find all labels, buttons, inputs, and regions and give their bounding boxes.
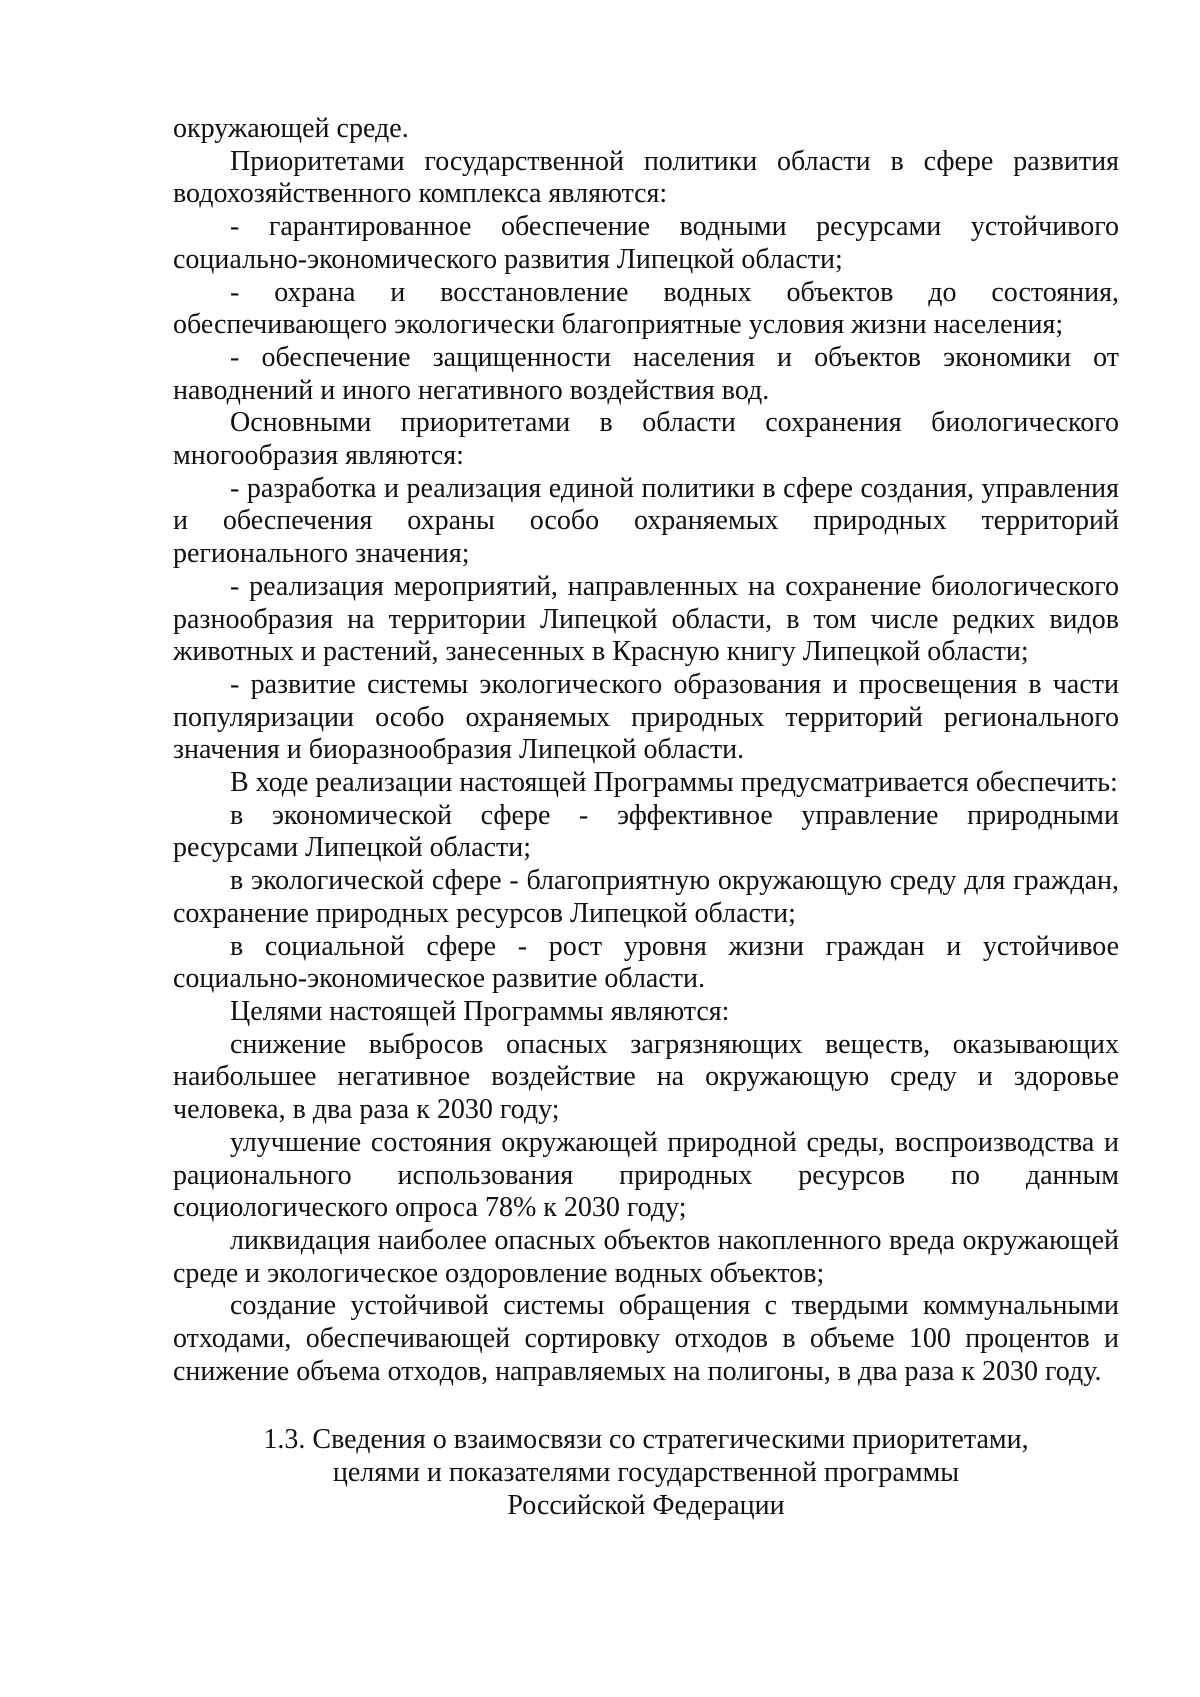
paragraph-water-priorities-intro: Приоритетами государственной политики области в сфере развития водохозяйственного комплекса являются:: [173, 145, 1119, 210]
list-item-flood-protection: - обеспечение защищенности населения и объектов экономики от наводнений и иного негативного воздействия вод.: [173, 341, 1119, 406]
section-heading: [173, 1423, 1119, 1522]
section-heading-line-2: целями и показателями государственной программы: [332, 1457, 960, 1488]
list-item-ecological-education: - развитие системы экологического образования и просвещения в части популяризации особо охраняемых природных территорий регионального значения и биоразнообразия Липецкой области.: [173, 668, 1119, 766]
document-body: [173, 113, 1119, 1388]
paragraph-program-provisions-intro: В ходе реализации настоящей Программы предусматривается обеспечить:: [230, 767, 1118, 799]
goal-waste-management-system: создание устойчивой системы обращения с твердыми коммунальными отходами, обеспечивающей сортировку отходов в объеме 100 процентов и снижение объема отходов, направляемых на полигоны, в два раза к 2030 году.: [173, 1290, 1119, 1387]
list-item-biodiversity-conservation: - реализация мероприятий, направленных на сохранение биологического разнообразия на территории Липецкой области, в том числе редких видов животных и растений, занесенных в Красную книгу Липецкой области;: [173, 570, 1119, 668]
paragraph-continuation: окружающей среде.: [173, 113, 409, 144]
paragraph-social-sphere: в социальной сфере - рост уровня жизни граждан и устойчивое социально-экономическое развитие области.: [173, 930, 1119, 995]
list-item-water-protection: - охрана и восстановление водных объектов до состояния, обеспечивающего экологически благоприятные условия жизни населения;: [173, 276, 1119, 341]
section-heading-line-3: Российской Федерации: [507, 1490, 785, 1521]
goal-accumulated-damage-elimination: ликвидация наиболее опасных объектов накопленного вреда окружающей среде и экологическое оздоровление водных объектов;: [173, 1224, 1119, 1289]
list-item-protected-areas-policy: - разработка и реализация единой политики в сфере создания, управления и обеспечения охраны особо охраняемых природных территорий регионального значения;: [173, 472, 1119, 570]
goal-emissions-reduction: снижение выбросов опасных загрязняющих веществ, оказывающих наибольшее негативное воздействие на окружающую среду и здоровье человека, в два раза к 2030 году;: [173, 1028, 1119, 1126]
paragraph-program-goals-intro: Целями настоящей Программы являются:: [230, 995, 730, 1027]
list-item-water-supply: - гарантированное обеспечение водными ресурсами устойчивого социально-экономического развития Липецкой области;: [173, 211, 1119, 275]
goal-environment-improvement: улучшение состояния окружающей природной среды, воспроизводства и рационального использования природных ресурсов по данным социологического опроса 78% к 2030 году;: [173, 1126, 1119, 1224]
section-heading-line-1: 1.3. Сведения о взаимосвязи со стратегическими приоритетами,: [263, 1424, 1029, 1455]
paragraph-biodiversity-priorities-intro: Основными приоритетами в области сохранения биологического многообразия являются:: [173, 407, 1119, 472]
paragraph-ecological-sphere: в экологической сфере - благоприятную окружающую среду для граждан, сохранение природных ресурсов Липецкой области;: [173, 865, 1119, 929]
paragraph-economic-sphere: в экономической сфере - эффективное управление природными ресурсами Липецкой области;: [173, 799, 1119, 864]
